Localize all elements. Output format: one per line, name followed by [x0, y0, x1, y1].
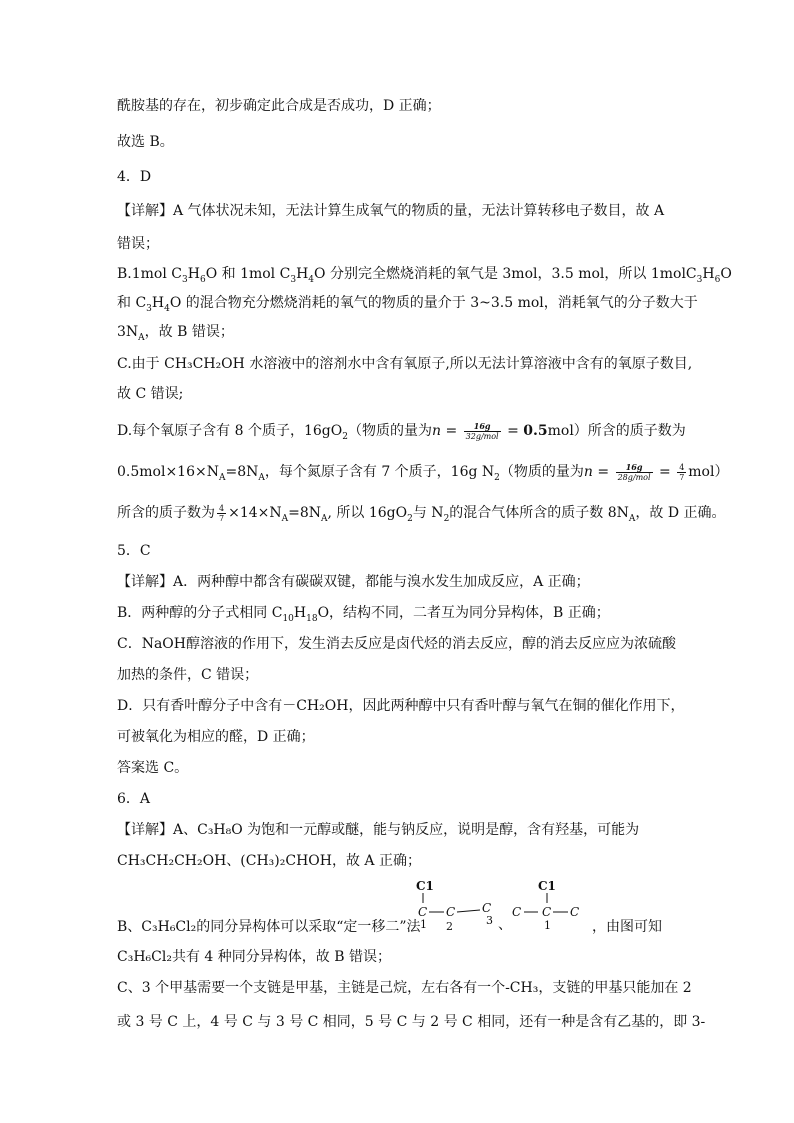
- carbon-label: C: [570, 905, 580, 919]
- carbon-label: C: [542, 905, 552, 919]
- text-line-4: 【详解】A 气体状况未知，无法计算生成氧气的物质的量，无法计算转移电子数目，故 A: [117, 203, 665, 219]
- bond-line: [457, 910, 480, 912]
- chlorine-label: C1: [538, 879, 556, 893]
- text-line-1: 酰胺基的存在，初步确定此合成是否成功，D 正确；: [117, 98, 441, 114]
- answer-6-heading: 6．A: [117, 791, 151, 807]
- text-line-8: $3N_A$，故 B 错误；: [117, 324, 234, 343]
- text-line-17: B．两种醇的分子式相同 $C_{10}H_{18}O$，结构不同，二者互为同分异构体，B 正确；: [117, 605, 610, 624]
- text-line-21: 可被氧化为相应的醛，D 正确；: [117, 729, 315, 745]
- text-line-11: 故 C 错误;: [117, 386, 184, 402]
- carbon-label: C: [446, 905, 456, 919]
- text-line-2: 故选 B。: [117, 134, 174, 150]
- text-line-5: 错误；: [117, 236, 159, 252]
- text-line-13: $0.5mol\times 16\times N_A=8N_A$，每个氮原子含有 7 个质子，16g $N_2$（物质的量为n = 16g 28g/mol = $\frac{4}{7}$ mol）: [117, 461, 729, 483]
- carbon-label: C: [482, 901, 492, 915]
- fraction: 16g 28g/mol: [617, 461, 651, 482]
- text-line-22: 答案选 C。: [117, 760, 189, 776]
- carbon-label: C: [418, 905, 428, 919]
- text-line-10: C.由于 CH₃CH₂OH 水溶液中的溶剂水中含有氧原子,所以无法计算溶液中含有的氧原子数目,: [117, 356, 693, 372]
- isomer-structure-diagram: [400, 872, 590, 934]
- text-line-14: 所含的质子数为 $\frac{4}{7}$ $\times 14\times N_A=8N_A$, 所以 $16gO_2$与 $N_2$的混合气体所含的质子数 $8N_A$，故 D 正确。: [117, 503, 726, 524]
- fraction: $\frac{4}{7}$: [219, 503, 225, 523]
- text-line-25: CH₃CH₂CH₂OH、(CH₃)₂CHOH，故 A 正确；: [117, 853, 421, 869]
- text-line-26: B、C₃H₆Cl₂的同分异构体可以采取“定一移二”法: [117, 919, 421, 935]
- carbon-label: C: [512, 905, 522, 919]
- text-line-29: 或 3 号 C 上，4 号 C 与 3 号 C 相同，5 号 C 与 2 号 C 相同，还有一种是含有乙基的，即 3-: [117, 1014, 706, 1030]
- answer-4-heading: 4．D: [117, 169, 152, 185]
- text-line-24: 【详解】A、C₃H₈O 为饱和一元醇或醚，能与钠反应，说明是醇，含有羟基，可能为: [117, 822, 640, 838]
- chlorine-label: C1: [416, 879, 434, 893]
- text-line-26-tail: ，由图可知: [592, 919, 662, 935]
- text-line-16: 【详解】A．两种醇中都含有碳碳双键，都能与溴水发生加成反应，A 正确；: [117, 574, 590, 590]
- text-line-18: C．NaOH醇溶液的作用下，发生消去反应是卤代烃的消去反应，醇的消去反应应为浓硫酸: [117, 636, 676, 652]
- text-line-28: C、3 个甲基需要一个支链是甲基，主链是己烷，左右各有一个-CH₃，支链的甲基只能加在 2: [117, 980, 692, 996]
- position-number: 3: [486, 914, 493, 927]
- text-line-7: 和 $C_3H_4O$ 的混合物充分燃烧消耗的氧气的物质的量介于 3~3.5 mol，消耗氧气的分子数大于: [117, 295, 698, 314]
- text-line-20: D．只有香叶醇分子中含有－CH₂OH，因此两种醇中只有香叶醇与氧气在铜的催化作用下，: [117, 698, 685, 714]
- fraction: 16g 32g/mol: [465, 420, 499, 441]
- text-line-27: C₃H₆Cl₂共有 4 种同分异构体，故 B 错误；: [117, 949, 391, 965]
- position-number: 1: [544, 919, 551, 932]
- position-number: 2: [446, 920, 453, 933]
- text-line-12: D.每个氧原子含有 8 个质子，$16gO_2$（物质的量为n = 16g 32g/mol = 0.5mol）所含的质子数为: [117, 420, 686, 442]
- text-line-6: B.1mol $C_3H_6O$ 和 1mol $C_3H_4O$ 分别完全燃烧消耗的氧气是 3mol，3.5 mol，所以 $1molC_3H_6O$: [117, 266, 732, 285]
- position-number: 1: [420, 918, 427, 931]
- answer-5-heading: 5．C: [117, 543, 151, 559]
- fraction: $\frac{4}{7}$: [679, 462, 685, 482]
- separator-comma: 、: [498, 917, 512, 933]
- text-line-19: 加热的条件，C 错误；: [117, 667, 259, 683]
